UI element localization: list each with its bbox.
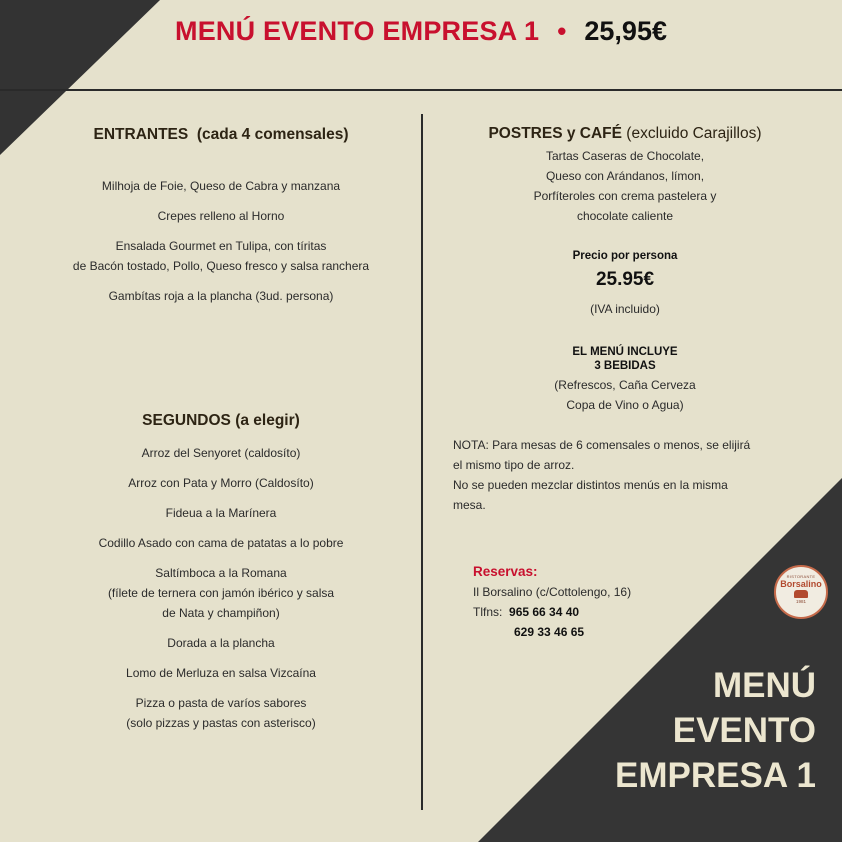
- nota-line: mesa.: [453, 498, 486, 512]
- segundo-line: Fideua a la Marínera: [165, 506, 277, 520]
- logo-top-text: RISTORANTE: [786, 574, 816, 579]
- logo-year: 1981: [795, 599, 806, 604]
- left-column: [40, 0, 402, 842]
- entrantes-title: ENTRANTES: [93, 126, 189, 143]
- entrante-line: de Bacón tostado, Pollo, Queso fresco y salsa ranchera: [72, 259, 370, 273]
- reservas-address: Il Borsalino (c/Cottolengo, 16): [473, 585, 632, 599]
- entrante-item: [40, 176, 402, 196]
- segundo-line: Pizza o pasta de varíos sabores: [135, 696, 307, 710]
- segundos-subtitle: (a elegir): [235, 412, 300, 429]
- entrante-line: Milhoja de Foie, Queso de Cabra y manzana: [101, 179, 341, 193]
- segundo-line: Saltímboca a la Romana: [155, 566, 287, 580]
- entrantes-subtitle: (cada 4 comensales): [196, 126, 349, 143]
- reservas-phones: [473, 602, 579, 622]
- incluye-line-2: Copa de Vino o Agua): [566, 398, 684, 412]
- segundo-item: [40, 563, 402, 623]
- segundo-line: Lomo de Merluza en salsa Vizcaína: [126, 666, 316, 680]
- menu-title: MENÚ EVENTO EMPRESA 1: [175, 16, 540, 46]
- phone-2[interactable]: 629 33 46 65: [514, 625, 585, 639]
- entrante-line: Gambítas roja a la plancha (3ud. persona): [108, 289, 334, 303]
- header-separator: •: [557, 16, 567, 46]
- iva-note: (IVA incluido): [590, 302, 660, 316]
- postres-title: POSTRES y CAFÉ: [488, 125, 622, 142]
- nota-block: [453, 435, 803, 515]
- precio-value: 25.95€: [595, 269, 655, 290]
- segundo-item: [40, 473, 402, 493]
- nota-line: NOTA: Para mesas de 6 comensales o menos, se elijirá: [453, 438, 751, 452]
- segundo-line: Arroz del Senyoret (caldosíto): [141, 446, 301, 460]
- phones-label: Tlfns:: [473, 605, 503, 619]
- segundo-item: [40, 693, 402, 733]
- incluye-title-2: 3 BEBIDAS: [594, 360, 656, 372]
- reservas-phone-2: [514, 622, 584, 642]
- precio-label: Precio por persona: [572, 250, 678, 262]
- reservas-title: Reservas:: [473, 564, 538, 579]
- header-price: 25,95€: [584, 16, 667, 46]
- entrante-line: Crepes relleno al Horno: [157, 209, 285, 223]
- segundo-item: [40, 663, 402, 683]
- segundo-item: [40, 443, 402, 463]
- big-title-line: MENÚ: [712, 666, 816, 705]
- logo-name: Borsalino: [780, 579, 822, 589]
- big-title-line: EVENTO: [672, 711, 816, 750]
- segundo-item: [40, 533, 402, 553]
- nota-line: No se pueden mezclar distintos menús en la misma: [453, 478, 728, 492]
- postres-subtitle: (excluido Carajillos): [626, 125, 762, 142]
- segundo-item: [40, 633, 402, 653]
- postres-heading: [440, 125, 810, 143]
- postre-line: chocolate caliente: [576, 209, 674, 223]
- segundo-item: [40, 503, 402, 523]
- segundo-line: Dorada a la plancha: [167, 636, 275, 650]
- borsalino-logo: [774, 565, 828, 619]
- phone-1[interactable]: 965 66 34 40: [509, 605, 580, 619]
- column-divider: [421, 114, 423, 810]
- nota-line: el mismo tipo de arroz.: [453, 458, 575, 472]
- entrante-item: [40, 206, 402, 226]
- entrante-item: [40, 236, 402, 276]
- postre-line: Tartas Caseras de Chocolate,: [545, 149, 705, 163]
- entrante-item: [40, 286, 402, 306]
- incluye-title-1: EL MENÚ INCLUYE: [572, 346, 678, 358]
- segundo-line: de Nata y champiñon): [162, 606, 280, 620]
- hat-icon: [794, 590, 808, 598]
- segundo-line: (solo pizzas y pastas con asterisco): [126, 716, 316, 730]
- segundo-line: (fílete de ternera con jamón ibérico y salsa: [107, 586, 335, 600]
- postre-line: Queso con Arándanos, límon,: [545, 169, 705, 183]
- segundos-heading: [40, 412, 402, 430]
- entrantes-heading: [40, 126, 402, 144]
- segundos-title: SEGUNDOS: [142, 412, 231, 429]
- incluye-line-1: (Refrescos, Caña Cerveza: [554, 378, 696, 392]
- entrante-line: Ensalada Gourmet en Tulipa, con tíritas: [115, 239, 327, 253]
- segundo-line: Codillo Asado con cama de patatas a lo pobre: [98, 536, 344, 550]
- segundo-line: Arroz con Pata y Morro (Caldosíto): [128, 476, 314, 490]
- postres-list: [440, 146, 810, 226]
- big-title-line: EMPRESA 1: [615, 756, 816, 795]
- big-title: [516, 663, 816, 798]
- postre-line: Porfíteroles con crema pastelera y: [533, 189, 717, 203]
